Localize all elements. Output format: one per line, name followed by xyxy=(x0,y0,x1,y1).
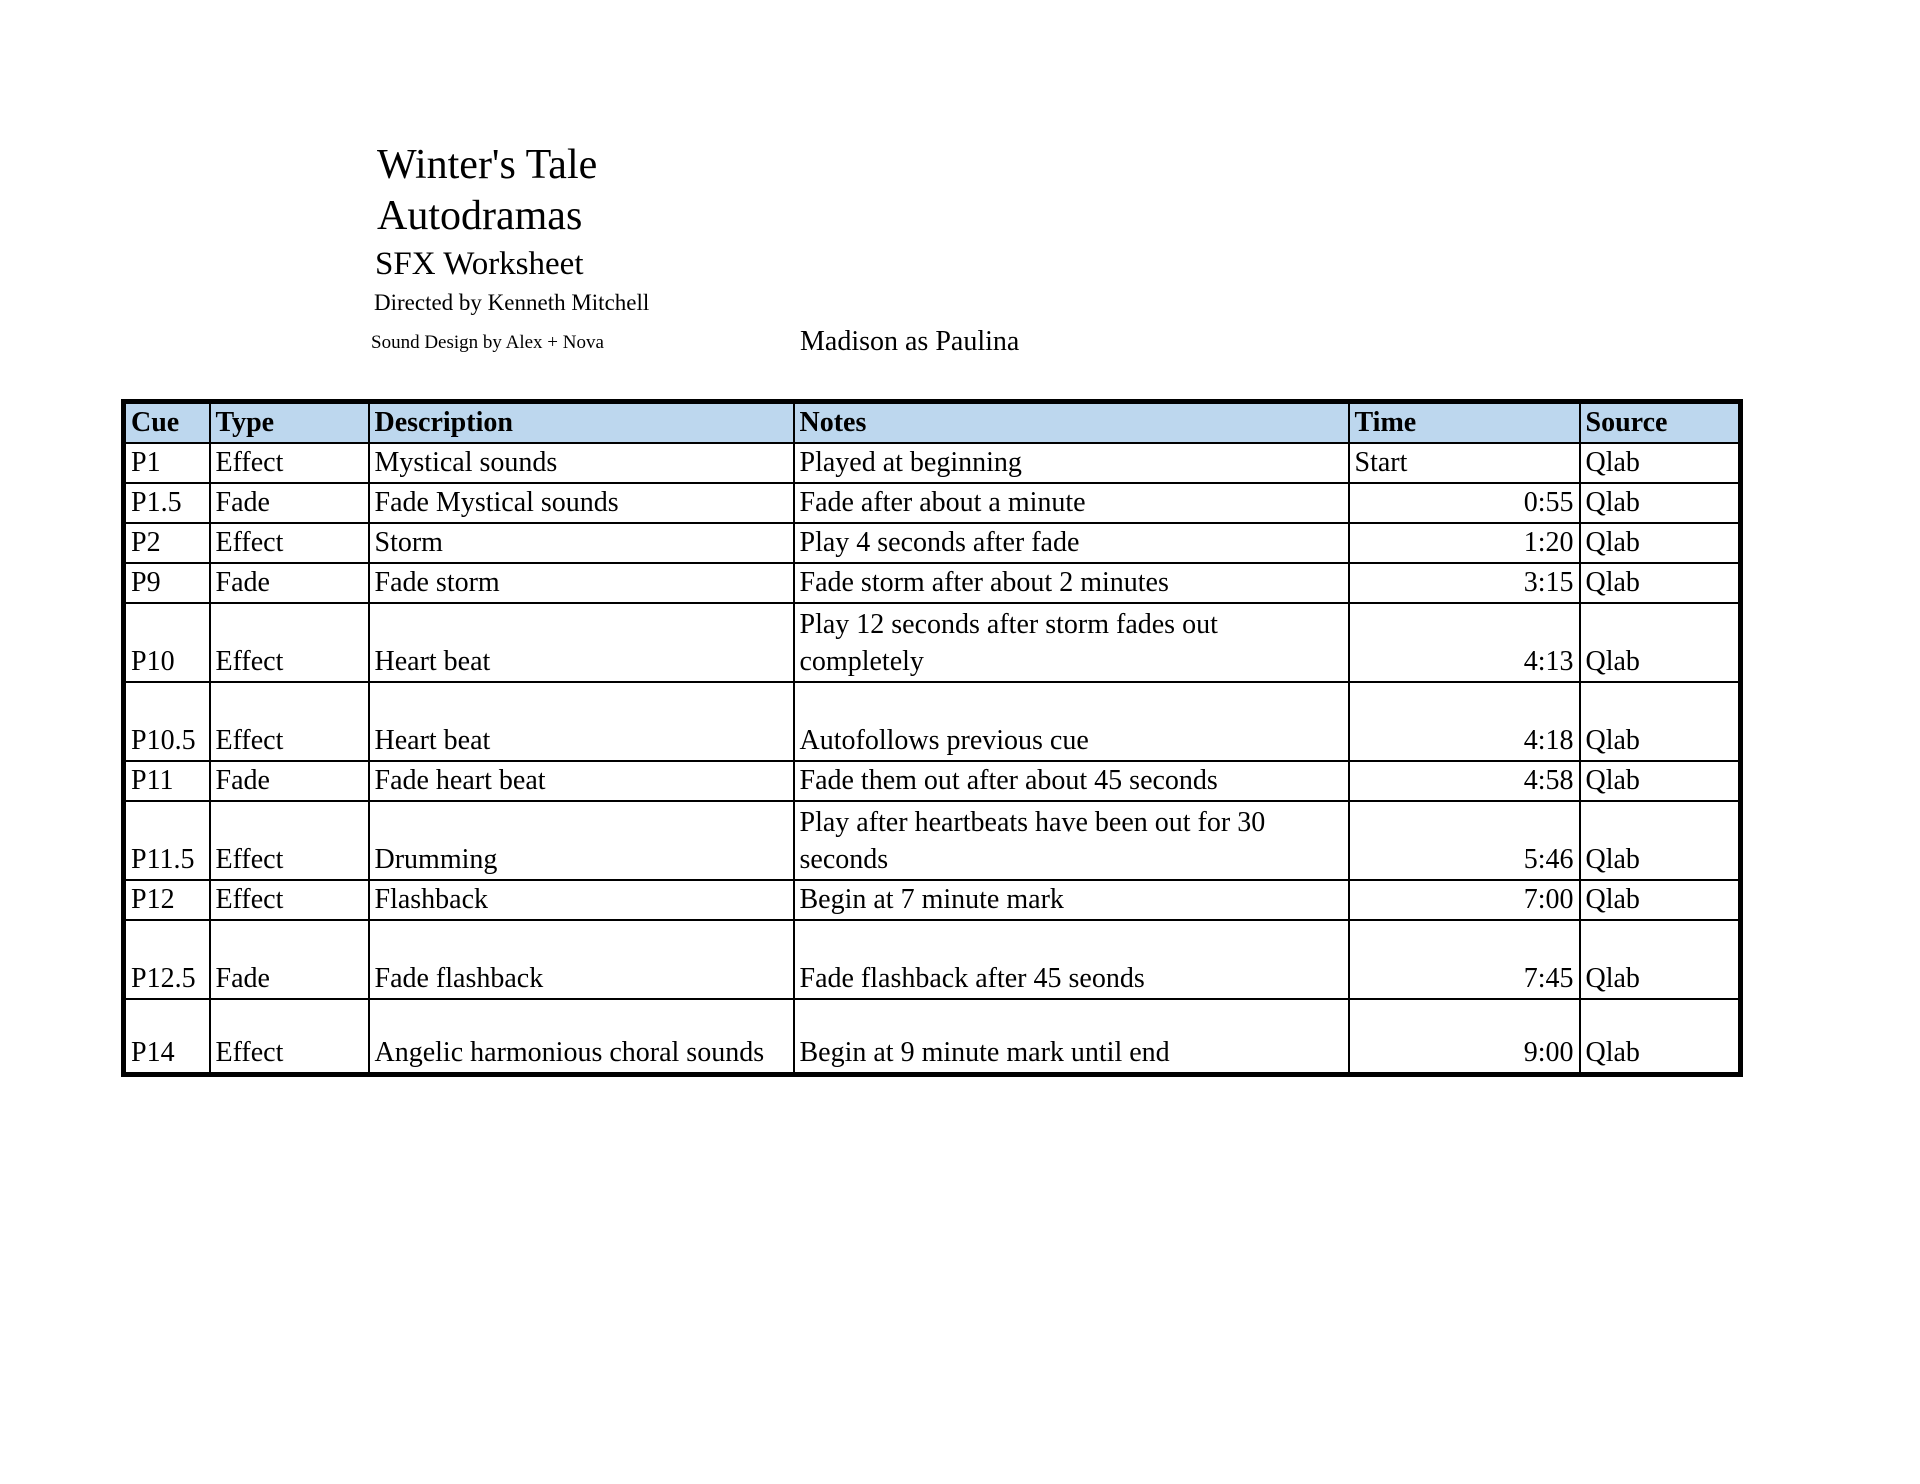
table-row xyxy=(124,999,1741,1075)
actor-credit: Madison as Paulina xyxy=(800,326,1020,357)
table-header-row xyxy=(124,402,1741,444)
notes-cell: Begin at 7 minute mark xyxy=(794,880,1349,920)
table-row xyxy=(124,603,1741,682)
column-header-cue: Cue xyxy=(124,402,210,444)
description-cell: Storm xyxy=(369,523,794,563)
description-cell: Fade Mystical sounds xyxy=(369,483,794,523)
table-row xyxy=(124,761,1741,801)
source-cell: Qlab xyxy=(1580,523,1741,563)
type-cell: Fade xyxy=(210,563,369,603)
description-cell: Heart beat xyxy=(369,603,794,682)
sound-design-credit: Sound Design by Alex + Nova xyxy=(371,332,604,353)
notes-cell: Fade them out after about 45 seconds xyxy=(794,761,1349,801)
notes-cell: Play 4 seconds after fade xyxy=(794,523,1349,563)
time-cell: 1:20 xyxy=(1349,523,1580,563)
cue-cell: P10 xyxy=(124,603,210,682)
type-cell: Effect xyxy=(210,801,369,880)
source-cell: Qlab xyxy=(1580,999,1741,1075)
table-row xyxy=(124,523,1741,563)
cue-cell: P1.5 xyxy=(124,483,210,523)
time-cell: 7:00 xyxy=(1349,880,1580,920)
column-header-description: Description xyxy=(369,402,794,444)
document-subtitle: Autodramas xyxy=(377,193,583,239)
description-cell: Fade storm xyxy=(369,563,794,603)
column-header-source: Source xyxy=(1580,402,1741,444)
time-cell: 9:00 xyxy=(1349,999,1580,1075)
type-cell: Effect xyxy=(210,880,369,920)
notes-cell: Fade after about a minute xyxy=(794,483,1349,523)
table-row xyxy=(124,563,1741,603)
director-credit: Directed by Kenneth Mitchell xyxy=(374,290,650,315)
notes-cell: Begin at 9 minute mark until end xyxy=(794,999,1349,1075)
type-cell: Effect xyxy=(210,443,369,483)
time-cell: 0:55 xyxy=(1349,483,1580,523)
time-cell: 7:45 xyxy=(1349,920,1580,999)
description-cell: Drumming xyxy=(369,801,794,880)
cue-table xyxy=(121,399,1743,1077)
source-cell: Qlab xyxy=(1580,603,1741,682)
cue-cell: P1 xyxy=(124,443,210,483)
table-row xyxy=(124,483,1741,523)
time-cell: 3:15 xyxy=(1349,563,1580,603)
table-row xyxy=(124,682,1741,761)
description-cell: Fade flashback xyxy=(369,920,794,999)
cue-cell: P9 xyxy=(124,563,210,603)
description-cell: Flashback xyxy=(369,880,794,920)
description-cell: Heart beat xyxy=(369,682,794,761)
cue-cell: P2 xyxy=(124,523,210,563)
time-cell: 4:13 xyxy=(1349,603,1580,682)
description-cell: Mystical sounds xyxy=(369,443,794,483)
cue-cell: P14 xyxy=(124,999,210,1075)
cue-cell: P12.5 xyxy=(124,920,210,999)
source-cell: Qlab xyxy=(1580,563,1741,603)
source-cell: Qlab xyxy=(1580,880,1741,920)
table-row xyxy=(124,801,1741,880)
notes-cell: Played at beginning xyxy=(794,443,1349,483)
notes-cell: Play after heartbeats have been out for 30 seconds xyxy=(794,801,1349,880)
type-cell: Fade xyxy=(210,483,369,523)
notes-cell: Play 12 seconds after storm fades out completely xyxy=(794,603,1349,682)
notes-cell: Fade flashback after 45 seonds xyxy=(794,920,1349,999)
source-cell: Qlab xyxy=(1580,761,1741,801)
cue-cell: P12 xyxy=(124,880,210,920)
table-row xyxy=(124,443,1741,483)
source-cell: Qlab xyxy=(1580,443,1741,483)
description-cell: Angelic harmonious choral sounds xyxy=(369,999,794,1075)
source-cell: Qlab xyxy=(1580,682,1741,761)
notes-cell: Fade storm after about 2 minutes xyxy=(794,563,1349,603)
notes-cell: Autofollows previous cue xyxy=(794,682,1349,761)
type-cell: Effect xyxy=(210,523,369,563)
time-cell: Start xyxy=(1349,443,1580,483)
time-cell: 4:58 xyxy=(1349,761,1580,801)
document-title: Winter's Tale xyxy=(377,142,598,188)
table-row xyxy=(124,880,1741,920)
source-cell: Qlab xyxy=(1580,920,1741,999)
type-cell: Effect xyxy=(210,999,369,1075)
type-cell: Effect xyxy=(210,603,369,682)
column-header-notes: Notes xyxy=(794,402,1349,444)
time-cell: 5:46 xyxy=(1349,801,1580,880)
time-cell: 4:18 xyxy=(1349,682,1580,761)
cue-cell: P10.5 xyxy=(124,682,210,761)
type-cell: Fade xyxy=(210,920,369,999)
source-cell: Qlab xyxy=(1580,483,1741,523)
worksheet-title: SFX Worksheet xyxy=(375,246,584,282)
table-row xyxy=(124,920,1741,999)
type-cell: Fade xyxy=(210,761,369,801)
description-cell: Fade heart beat xyxy=(369,761,794,801)
type-cell: Effect xyxy=(210,682,369,761)
cue-cell: P11 xyxy=(124,761,210,801)
source-cell: Qlab xyxy=(1580,801,1741,880)
column-header-time: Time xyxy=(1349,402,1580,444)
column-header-type: Type xyxy=(210,402,369,444)
cue-cell: P11.5 xyxy=(124,801,210,880)
